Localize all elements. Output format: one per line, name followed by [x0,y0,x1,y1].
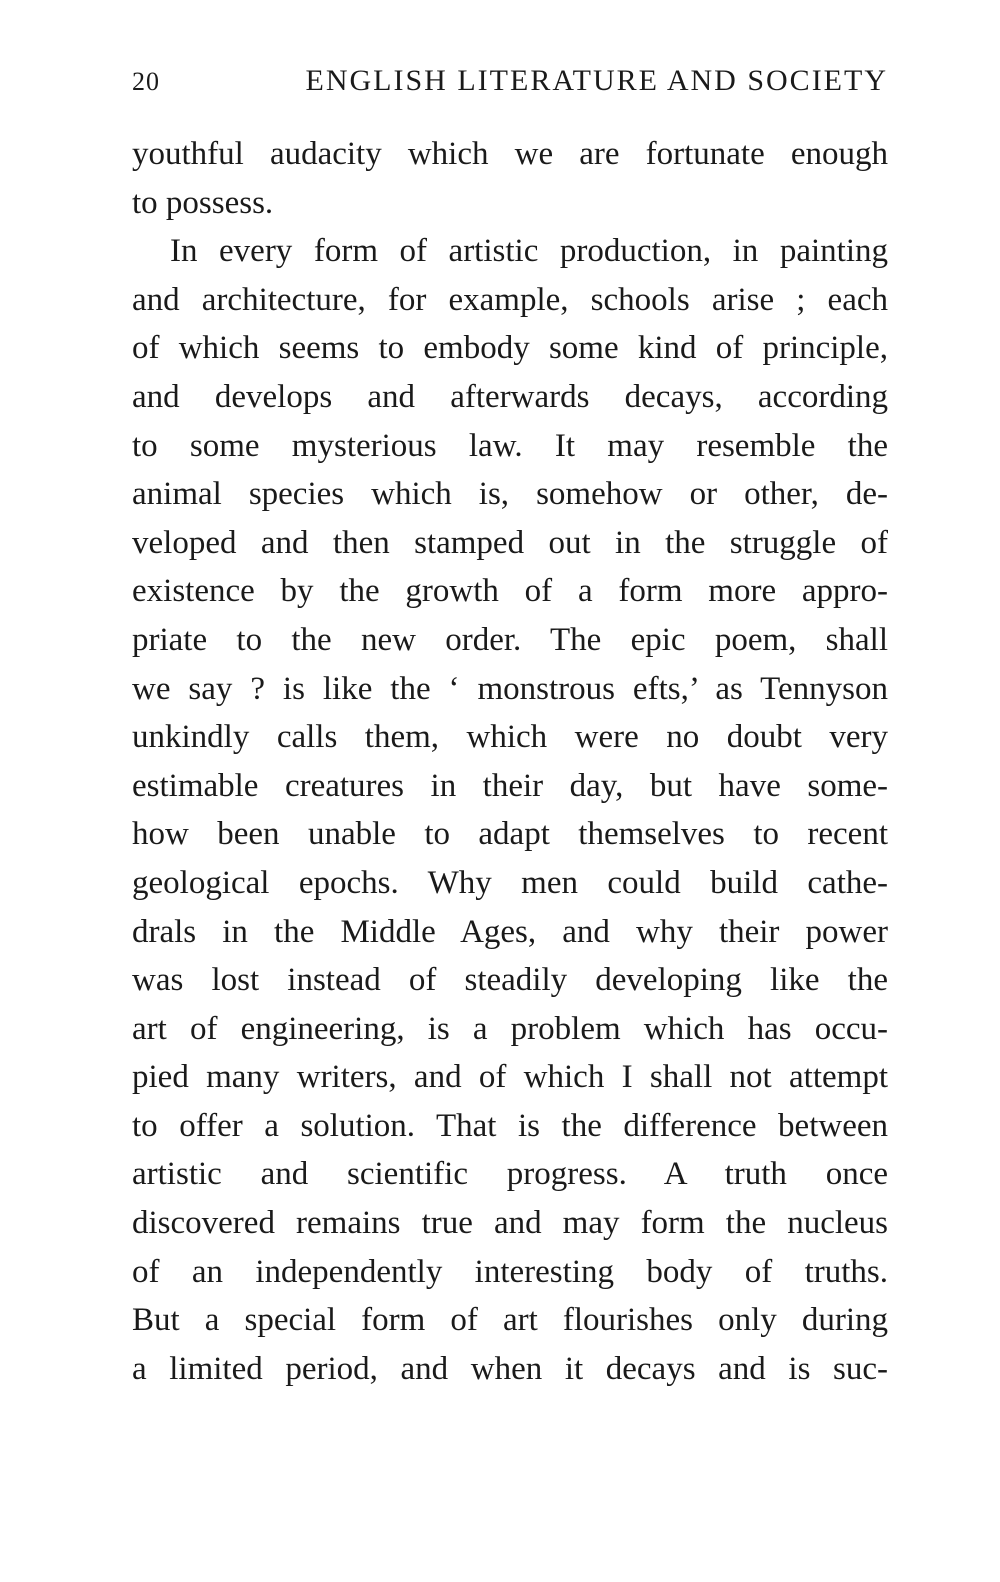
text-line: existence by the growth of a form more appro- [132,573,888,610]
body-text [132,130,888,1393]
text-line: artistic and scientific progress. A truth once [132,1156,888,1193]
text-line: animal species which is, somehow or other, de- [132,476,888,513]
text-line: discovered remains true and may form the nucleus [132,1205,888,1242]
text-line: youthful audacity which we are fortunate enough [132,136,888,172]
text-line: to offer a solution. That is the difference between [132,1107,888,1144]
text-line: estimable creatures in their day, but have some- [132,767,888,804]
running-title: ENGLISH LITERATURE AND SOCIETY [305,64,888,97]
text-line: unkindly calls them, which were no doubt very [132,719,888,756]
text-line: geological epochs. Why men could build cathe- [132,864,888,901]
text-line: and architecture, for example, schools arise ; each [132,281,888,318]
text-line: But a special form of art flourishes only during [132,1302,888,1339]
text-line: In every form of artistic production, in painting [170,233,888,270]
text-line: priate to the new order. The epic poem, shall [132,621,888,658]
text-line: pied many writers, and of which I shall not attempt [132,1059,888,1096]
text-line: was lost instead of steadily developing like the [132,962,888,999]
text-line: we say ? is like the ‘ monstrous efts,’ as Tennyson [132,670,888,707]
text-line: of which seems to embody some kind of principle, [132,330,888,367]
text-line: art of engineering, is a problem which has occu- [132,1010,888,1047]
text-line: and develops and afterwards decays, according [132,378,888,415]
text-line: drals in the Middle Ages, and why their power [132,913,888,950]
text-line: to some mysterious law. It may resemble the [132,427,888,464]
text-line: to possess. [132,184,274,221]
text-line: veloped and then stamped out in the struggle of [132,524,888,561]
page-number: 20 [132,67,160,96]
running-head [132,64,888,114]
text-line: of an independently interesting body of truths. [132,1253,888,1290]
text-line: how been unable to adapt themselves to recent [132,816,888,853]
text-line: a limited period, and when it decays and is suc- [132,1350,888,1387]
